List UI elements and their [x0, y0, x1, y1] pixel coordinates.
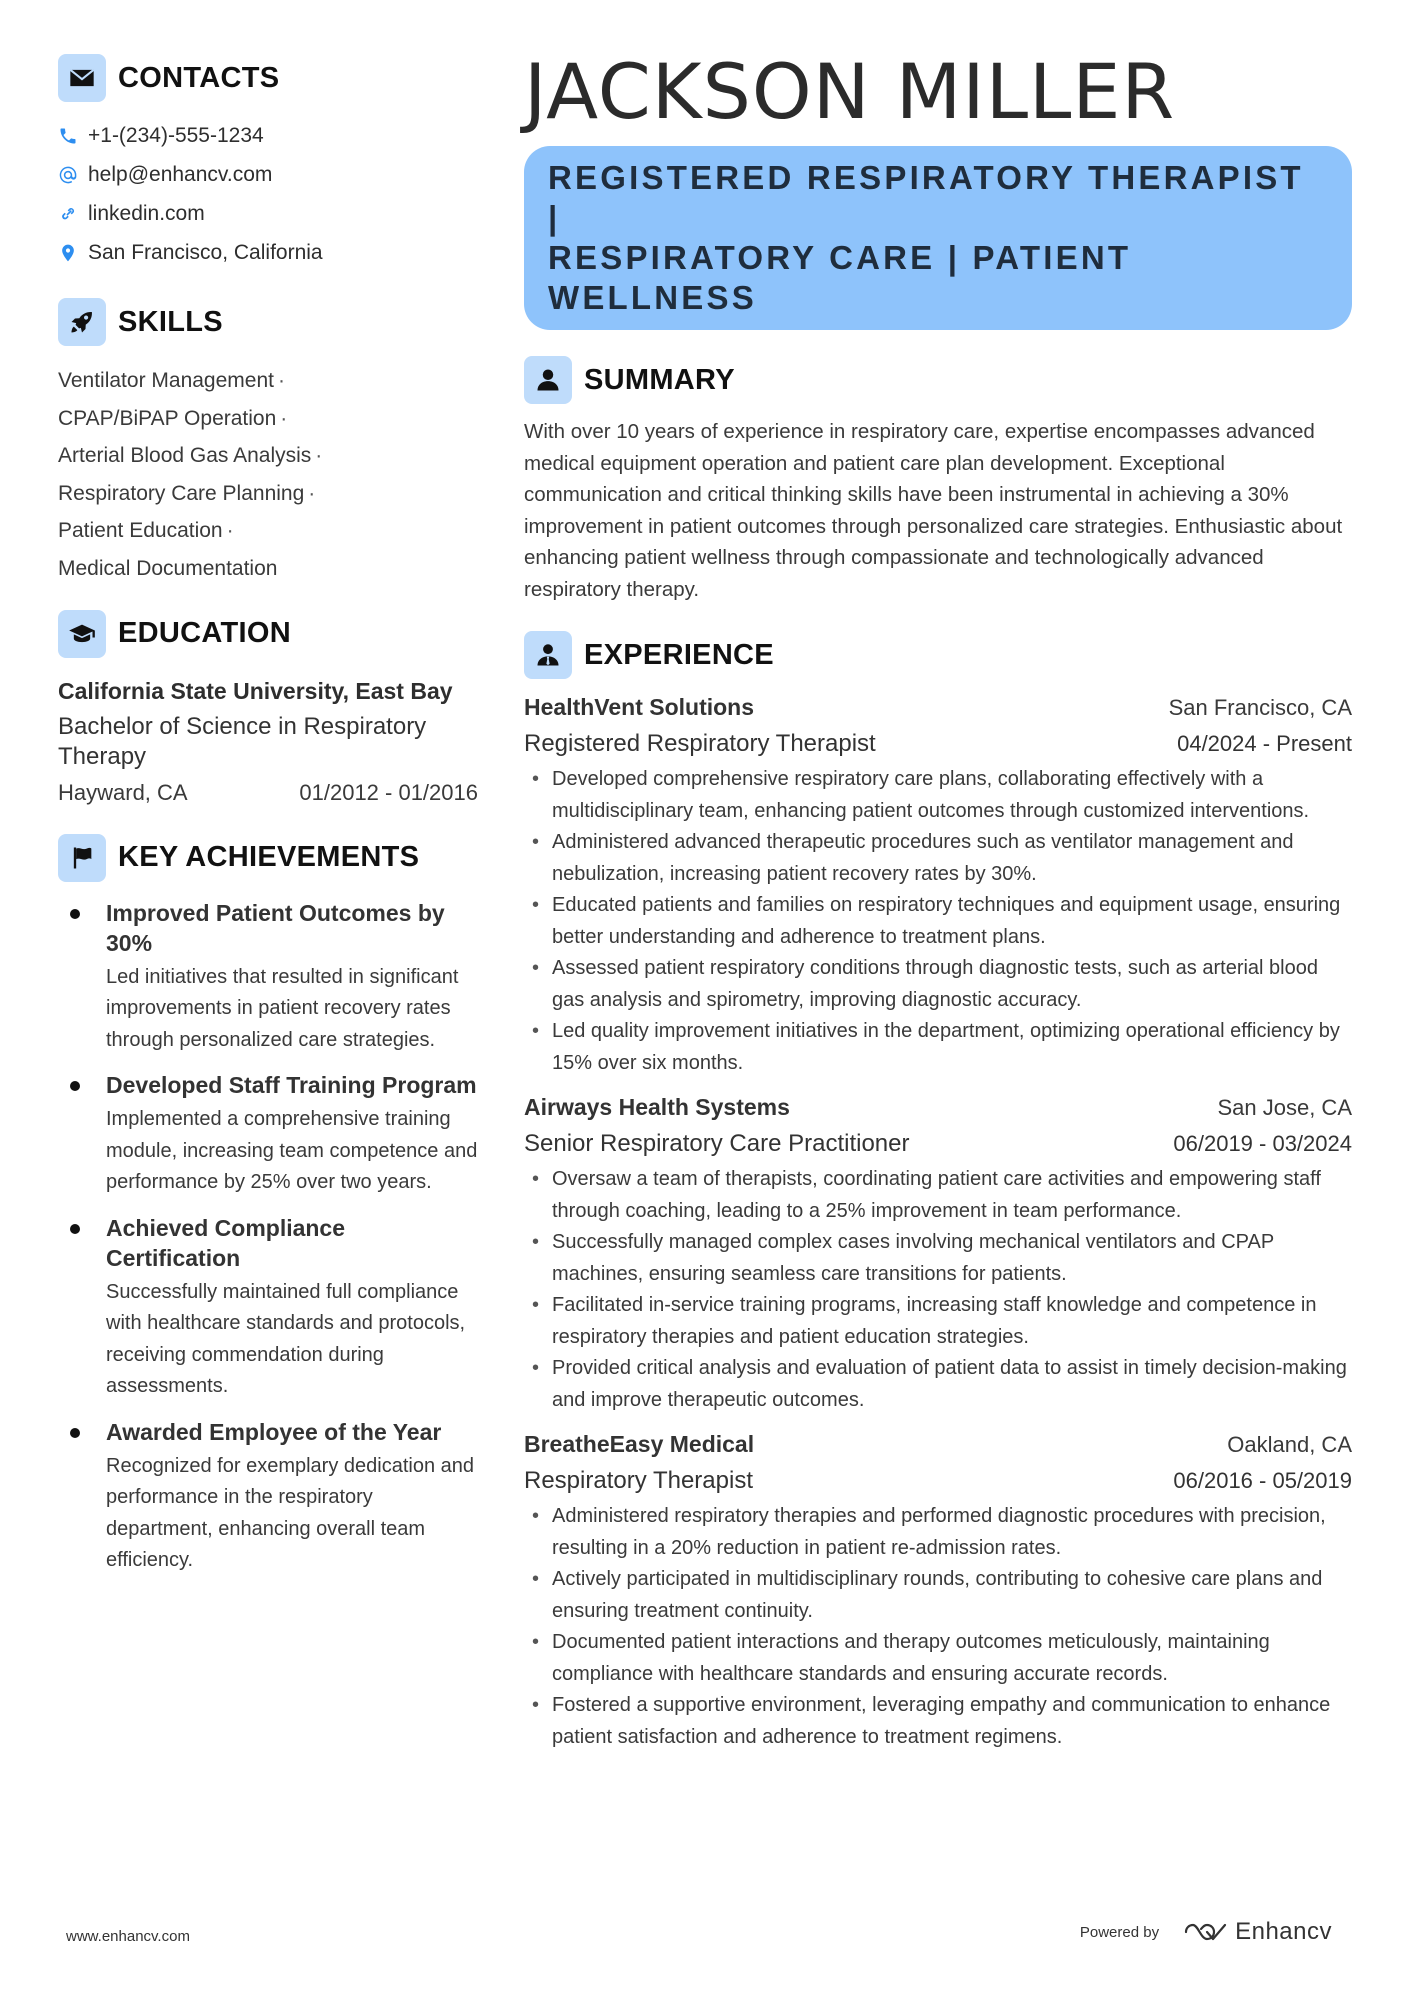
education-heading-row	[58, 610, 478, 658]
bullet-icon	[70, 1081, 80, 1091]
job-location: San Jose, CA	[1217, 1095, 1352, 1120]
education-heading: EDUCATION	[118, 617, 291, 650]
achievement-item	[58, 1070, 478, 1199]
skill-item: Ventilator Management ·	[58, 369, 285, 392]
skills-heading-row	[58, 298, 478, 346]
job-bullet: • Educated patients and families on respiratory techniques and equipment usage, ensuring better understanding and adherence to treatment plans.	[524, 890, 1352, 953]
job-bullet: • Documented patient interactions and therapy outcomes meticulously, maintaining compliance with healthcare standards and ensuring accurate records.	[524, 1627, 1352, 1690]
footer-website[interactable]: www.enhancv.com	[66, 1928, 190, 1945]
job-bullet: • Actively participated in multidisciplinary rounds, contributing to cohesive care plans and ensuring treatment continuity.	[524, 1564, 1352, 1627]
education-meta	[58, 778, 478, 808]
achievement-title: Achieved Compliance Certification	[106, 1214, 346, 1271]
job-company: HealthVent Solutions	[524, 694, 755, 720]
candidate-name: JACKSON MILLER	[524, 47, 1176, 136]
job-role: Respiratory Therapist	[524, 1467, 753, 1494]
job-bullet: • Successfully managed complex cases involving mechanical ventilators and CPAP machines, ensuring seamless care transitions for patients.	[524, 1227, 1352, 1290]
job-entry	[524, 1089, 1352, 1416]
contact-location-text: San Francisco, California	[88, 240, 323, 264]
achievements-list	[58, 898, 478, 1577]
job-dates: 06/2019 - 03/2024	[1173, 1131, 1352, 1156]
at-icon	[58, 165, 88, 185]
brand-name: Enhancv	[1235, 1918, 1332, 1945]
job-bullet: • Administered respiratory therapies and performed diagnostic procedures with precision, resulting in a 20% reduction in patient re-admission rates.	[524, 1501, 1352, 1564]
achievement-item	[58, 1213, 478, 1403]
phone-icon	[58, 126, 88, 146]
flag-icon	[58, 834, 106, 882]
contact-phone[interactable]	[58, 116, 478, 155]
enhancv-logo-icon	[1183, 1920, 1229, 1944]
summary-heading-row	[524, 356, 1352, 404]
job-location: Oakland, CA	[1227, 1432, 1352, 1457]
achievements-heading-row	[58, 834, 478, 882]
achievement-title: Developed Staff Training Program	[106, 1072, 477, 1099]
right-column	[524, 47, 1352, 1753]
achievement-desc: Recognized for exemplary dedication and performance in the respiratory department, enhancing overall team efficiency.	[106, 1454, 474, 1572]
job-role: Senior Respiratory Care Practitioner	[524, 1130, 910, 1157]
bullet-icon	[70, 909, 80, 919]
achievement-title: Improved Patient Outcomes by 30%	[106, 899, 445, 956]
job-bullet: • Fostered a supportive environment, leveraging empathy and communication to enhance patient satisfaction and adherence to treatment regimens.	[524, 1690, 1352, 1753]
rocket-icon	[58, 298, 106, 346]
job-role: Registered Respiratory Therapist	[524, 730, 876, 757]
education-location: Hayward, CA	[58, 779, 188, 805]
contact-email[interactable]	[58, 155, 478, 194]
title-line: RESPIRATORY CARE | PATIENT WELLNESS	[548, 239, 1132, 316]
job-bullet: • Provided critical analysis and evaluation of patient data to assist in timely decision-making and improve therapeutic outcomes.	[524, 1353, 1352, 1416]
job-company: Airways Health Systems	[524, 1094, 790, 1120]
education-dates: 01/2012 - 01/2016	[299, 779, 478, 805]
bullet-icon	[70, 1428, 80, 1438]
contacts-heading-row	[58, 54, 478, 102]
job-bullets	[524, 1501, 1352, 1753]
job-bullet: • Led quality improvement initiatives in the department, optimizing operational efficiency by 15% over six months.	[524, 1016, 1352, 1079]
job-bullet: • Developed comprehensive respiratory care plans, collaborating effectively with a multidisciplinary team, enhancing patient outcomes through customized interventions.	[524, 764, 1352, 827]
skill-item: Patient Education ·	[58, 519, 234, 543]
skills-list	[58, 362, 478, 588]
job-dates: 04/2024 - Present	[1177, 731, 1352, 756]
skill-item: Respiratory Care Planning ·	[58, 481, 316, 505]
achievement-desc: Successfully maintained full compliance with healthcare standards and protocols, receiving commendation during assessments.	[106, 1280, 466, 1398]
summary-text: With over 10 years of experience in respiratory care, expertise encompasses advanced medical equipment operation and patient care plan development. Exceptional communication and critical thinking skills have been instrumental in achieving a 30% improvement in patient outcomes through personalized care strategies. Enthusiastic about enhancing patient wellness through compassionate and technologically advanced respiratory therapy.	[524, 420, 1343, 601]
education-school: California State University, East Bay	[58, 677, 453, 704]
experience-heading-row	[524, 631, 1352, 679]
job-bullet: • Facilitated in-service training programs, increasing staff knowledge and competence in respiratory therapies and patient education strategies.	[524, 1290, 1352, 1353]
title-banner	[524, 146, 1352, 330]
briefcase-user-icon	[524, 631, 572, 679]
job-location: San Francisco, CA	[1168, 695, 1352, 720]
location-pin-icon	[58, 243, 88, 263]
job-entry	[524, 1426, 1352, 1753]
job-bullet: • Assessed patient respiratory conditions through diagnostic tests, such as arterial blood gas analysis and spirometry, improving diagnostic accuracy.	[524, 953, 1352, 1016]
envelope-icon	[58, 54, 106, 102]
education-degree: Bachelor of Science in Respiratory Therapy	[58, 712, 427, 770]
link-icon	[58, 204, 88, 224]
job-dates: 06/2016 - 05/2019	[1173, 1468, 1352, 1493]
skill-item: CPAP/BiPAP Operation ·	[58, 406, 288, 430]
contact-phone-text: +1-(234)-555-1234	[88, 123, 264, 147]
achievement-desc: Led initiatives that resulted in significant improvements in patient recovery rates through personalized care strategies.	[106, 965, 459, 1051]
skill-item: Medical Documentation	[58, 556, 278, 580]
experience-heading: EXPERIENCE	[584, 638, 774, 671]
job-bullet: • Administered advanced therapeutic procedures such as ventilator management and nebulization, increasing patient recovery rates by 30%.	[524, 827, 1352, 890]
job-entry	[524, 689, 1352, 1079]
job-bullets	[524, 1164, 1352, 1416]
achievement-title: Awarded Employee of the Year	[106, 1418, 442, 1445]
footer-branding[interactable]	[1080, 1918, 1332, 1946]
user-icon	[524, 356, 572, 404]
graduation-cap-icon	[58, 610, 106, 658]
powered-by-label: Powered by	[1079, 1923, 1160, 1941]
title-line: REGISTERED RESPIRATORY THERAPIST |	[548, 159, 1304, 236]
skills-heading: SKILLS	[118, 305, 223, 338]
contact-linkedin-text: linkedin.com	[88, 201, 205, 225]
contact-email-text: help@enhancv.com	[88, 162, 273, 186]
job-bullet: • Oversaw a team of therapists, coordinating patient care activities and empowering staff through coaching, leading to a 25% improvement in team performance.	[524, 1164, 1352, 1227]
summary-heading: SUMMARY	[584, 363, 735, 396]
bullet-icon	[70, 1224, 80, 1234]
contact-linkedin[interactable]	[58, 194, 478, 233]
job-company: BreatheEasy Medical	[524, 1431, 755, 1457]
achievement-item	[58, 898, 478, 1057]
contacts-heading: CONTACTS	[118, 61, 280, 94]
contact-location	[58, 233, 478, 272]
contact-list	[58, 116, 478, 272]
skill-item: Arterial Blood Gas Analysis ·	[58, 444, 323, 468]
achievements-heading: KEY ACHIEVEMENTS	[118, 841, 420, 874]
left-column	[58, 54, 478, 1591]
job-bullets	[524, 764, 1352, 1079]
achievement-item	[58, 1417, 478, 1577]
achievement-desc: Implemented a comprehensive training module, increasing team competence and performance by 25% over two years.	[106, 1108, 478, 1194]
